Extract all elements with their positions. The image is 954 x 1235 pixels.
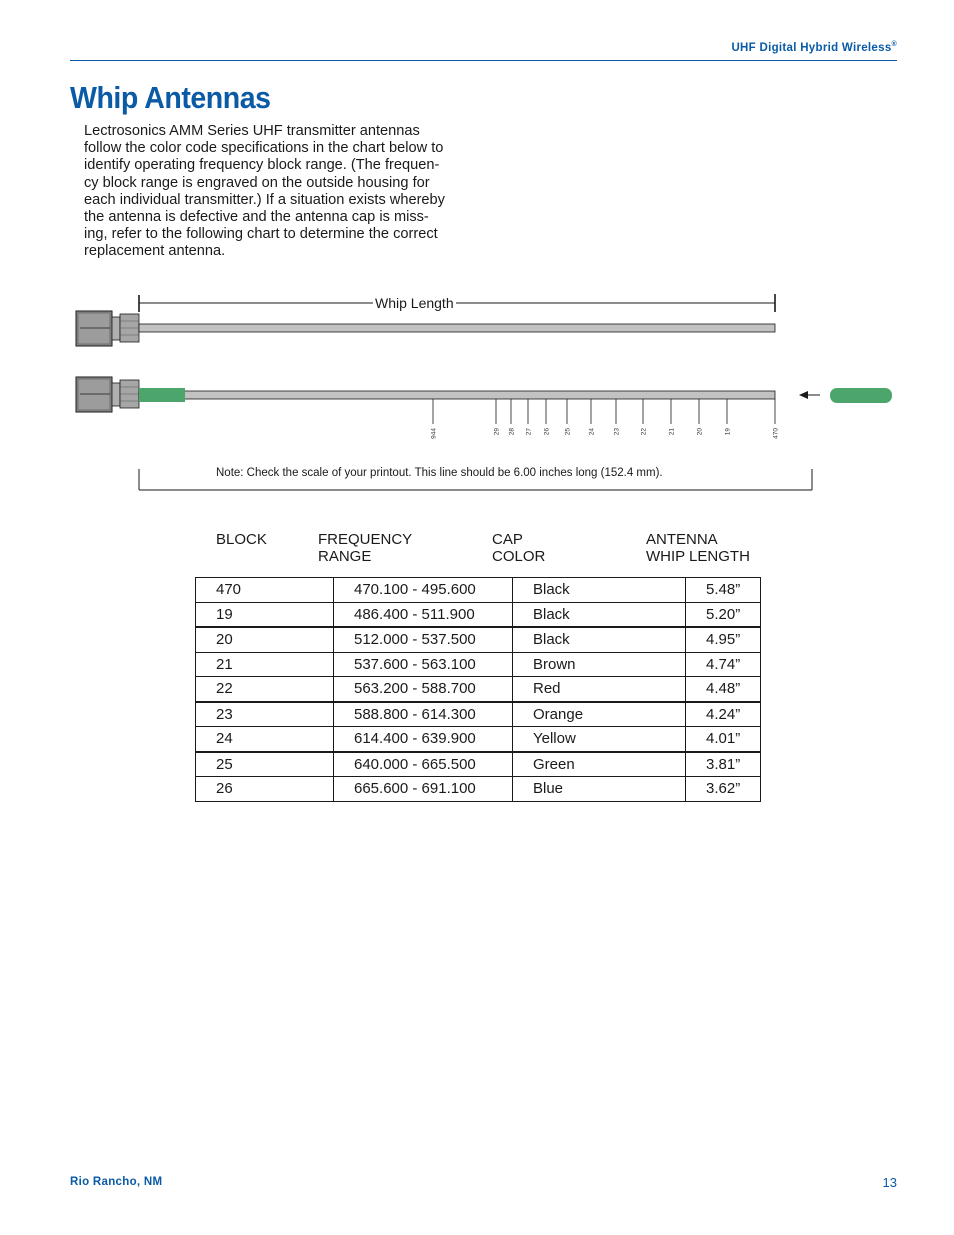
cell-cap-color: Red — [513, 677, 686, 702]
cell-frequency: 470.100 - 495.600 — [334, 578, 513, 603]
cell-cap-color: Yellow — [513, 727, 686, 752]
cell-whip-length: 4.48” — [686, 677, 761, 702]
table-row — [196, 627, 761, 652]
tick-label: 470 — [772, 428, 780, 439]
tick-label: 22 — [640, 428, 648, 436]
antenna-connector-top — [76, 311, 139, 346]
cell-cap-color: Black — [513, 578, 686, 603]
table-row — [196, 727, 761, 752]
header-block: BLOCK — [216, 531, 267, 548]
cell-whip-length: 4.95” — [686, 627, 761, 652]
table-row — [196, 752, 761, 777]
header-whip-length: ANTENNA WHIP LENGTH — [646, 531, 750, 565]
tick-label: 24 — [588, 428, 596, 436]
table-row — [196, 777, 761, 802]
cell-cap-color: Brown — [513, 652, 686, 677]
cell-block: 24 — [196, 727, 334, 752]
table-row — [196, 602, 761, 627]
tick-label: 29 — [493, 428, 501, 436]
antenna-base-sleeve — [139, 388, 185, 402]
page-title: Whip Antennas — [70, 80, 271, 115]
cell-block: 22 — [196, 677, 334, 702]
cell-block: 23 — [196, 702, 334, 727]
footer-location: Rio Rancho, NM — [70, 1176, 163, 1188]
tick-label: 25 — [564, 428, 572, 436]
table-row — [196, 652, 761, 677]
cell-block: 20 — [196, 627, 334, 652]
cell-cap-color: Black — [513, 602, 686, 627]
cell-block: 25 — [196, 752, 334, 777]
cell-block: 470 — [196, 578, 334, 603]
table-row — [196, 677, 761, 702]
header-cap-color: CAP COLOR — [492, 531, 546, 565]
antenna-whip-bottom — [139, 391, 775, 399]
table-row — [196, 702, 761, 727]
table-row — [196, 578, 761, 603]
cell-whip-length: 4.74” — [686, 652, 761, 677]
intro-paragraph: Lectrosonics AMM Series UHF transmitter antennas follow the color code specifications in the chart below to identify operating frequency block range. (The frequen- cy block range is engraved on the outside housing for each individual transmitter.) If a situation exists whereby the antenna is defective and the antenna cap is miss- ing, refer to the following chart to determine the correct replacement antenna. — [84, 123, 445, 260]
whip-length-label: Whip Length — [375, 295, 454, 311]
cell-whip-length: 3.62” — [686, 777, 761, 802]
cell-frequency: 588.800 - 614.300 — [334, 702, 513, 727]
cell-frequency: 640.000 - 665.500 — [334, 752, 513, 777]
tick-label: 20 — [696, 428, 704, 436]
cell-whip-length: 4.01” — [686, 727, 761, 752]
cell-frequency: 512.000 - 537.500 — [334, 627, 513, 652]
antenna-connector-bottom — [76, 377, 139, 412]
cell-frequency: 563.200 - 588.700 — [334, 677, 513, 702]
cell-whip-length: 5.48” — [686, 578, 761, 603]
antenna-whip-top — [139, 324, 775, 332]
tick-label: 19 — [724, 428, 732, 436]
tick-label: 28 — [508, 428, 516, 436]
cell-cap-color: Green — [513, 752, 686, 777]
page-number: 13 — [882, 1175, 897, 1190]
tick-label: 21 — [668, 428, 676, 436]
antenna-diagram — [0, 0, 954, 500]
cell-frequency: 665.600 - 691.100 — [334, 777, 513, 802]
cell-frequency: 537.600 - 563.100 — [334, 652, 513, 677]
cell-cap-color: Black — [513, 627, 686, 652]
cell-whip-length: 5.20” — [686, 602, 761, 627]
tick-label: 26 — [543, 428, 551, 436]
cell-block: 26 — [196, 777, 334, 802]
cell-cap-color: Blue — [513, 777, 686, 802]
tick-label: 27 — [525, 428, 533, 436]
cell-whip-length: 4.24” — [686, 702, 761, 727]
cell-block: 19 — [196, 602, 334, 627]
cell-block: 21 — [196, 652, 334, 677]
scale-note: Note: Check the scale of your printout. This line should be 6.00 inches long (152.4 mm). — [216, 467, 663, 479]
table-column-headers — [0, 531, 954, 571]
trademark-symbol: ® — [891, 41, 897, 48]
antenna-spec-table — [195, 577, 761, 802]
cell-cap-color: Orange — [513, 702, 686, 727]
cell-frequency: 486.400 - 511.900 — [334, 602, 513, 627]
cell-frequency: 614.400 - 639.900 — [334, 727, 513, 752]
cell-whip-length: 3.81” — [686, 752, 761, 777]
tick-label: 944 — [430, 428, 438, 439]
measurement-ticks — [431, 399, 780, 439]
tick-label: 23 — [613, 428, 621, 436]
antenna-cap — [830, 388, 892, 403]
cap-arrow-head — [799, 391, 808, 399]
header-frequency: FREQUENCY RANGE — [318, 531, 413, 565]
header-title-text: UHF Digital Hybrid Wireless — [731, 41, 892, 54]
